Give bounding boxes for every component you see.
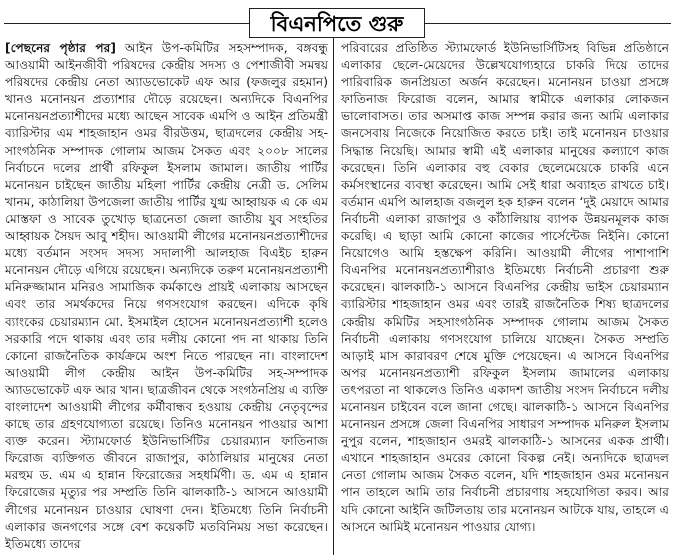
column-divider [333,9,334,555]
right-column-text: পরিবারের প্রতিষ্ঠিত স্ট্যামফোর্ড ইউনিভার্সিটিসহ বিভিন্ন প্রতিষ্ঠানে এলাকার ছেলে-মেয়েদের উল্লেখযোগ্যহারে চাকরি দিয়ে তাদের পারিবারিক জনপ্রিয়তা অর্জন করেছেন। মনোনয়ন চাওয়া প্রসঙ্গে ফাতিনাজ ফিরোজ বলেন, আমার স্বামীকে এলাকার লোকজন ভালোবাসত। তার অসমাপ্ত কাজ সম্পন্ন করার জন্য আমি এলাকার জনসেবায় নিজেকে নিয়োজিত করতে চাই। তাই মনোনয়ন চাওয়ার সিদ্ধান্ত নিয়েছি। আমার স্বামী এই এলাকার মানুষের কল্যাণে কাজ করেছেন। তিনি এলাকার বহু বেকার ছেলেমেয়েকে চাকরি এনে কর্মসংস্থানের ব্যবস্থা করেছেন। আমি সেই ধারা অব্যাহত রাখতে চাই। বর্তমান এমপি আলহাজ বজলুল হক হারুন বলেন ‘দুই মেয়াদে আমার নির্বাচনী এলাকা রাজাপুর ও কাঁঠালিয়ায় ব্যাপক উন্নয়নমূলক কাজ করেছি। এ ছাড়া আমি কোনো কাজের পার্সেন্টেজ নিইনি। কোনো নিয়োগেও আমি হস্তক্ষেপ করিনি। আওয়ামী লীগের পাশাপাশি বিএনপির মনোনয়নপ্রত্যাশীরাও ইতিমধ্যে নির্বাচনী প্রচারণা শুরু করেছেন। ঝালকাঠি-১ আসনে বিএনপির কেন্দ্রীয় ভাইস চেয়ারম্যান ব্যারিস্টার শাহজাহান ওমর এবং তারই রাজনৈতিক শিষ্য ছাত্রদলের কেন্দ্রীয় কমিটির সহসাংগঠনিক সম্পাদক গোলাম আজম সৈকত নির্বাচনী এলাকায় গণসংযোগ চালিয়ে যাচ্ছেন। সৈকত সম্প্রতি আড়াই মাস কারাবরণ শেষে মুক্তি পেয়েছেন। এ আসনে বিএনপির অপর মনোনয়নপ্রত্যাশী রফিকুল ইসলাম জামালের এলাকায় তৎপরতা না থাকলেও তিনিও একাদশ জাতীয় সংসদ নির্বাচনে দলীয় মনোনয়ন চাইবেন বলে জানা গেছে। ঝালকাঠি-১ আসনে বিএনপির মনোনয়ন প্রসঙ্গে জেলা বিএনপির সাধারণ সম্পাদক মনিরুল ইসলাম নুপুর বলেন, শাহজাহান ওমরই ঝালকাঠি-১ আসনের একক প্রার্থী। এখানে শাহজাহান ওমরের কোনো বিকল্প নেই। অন্যদিকে ছাত্রদল নেতা গোলাম আজম সৈকত বলেন, যদি শাহজাহান ওমর মনোনয়ন পান তাহলে আমি তার নির্বাচনী প্রচারণায় সহযোগিতা করব। আর যদি কোনো আইনি জটিলতায় তার মনোনয়ন আটকে যায়, তাহলে এ আসনে আমিই মনোনয়ন পাওয়ার যোগ্য। [341,41,669,534]
left-paragraph [5,40,328,553]
right-text-column [341,40,669,555]
headline-rule-left [4,23,249,24]
left-column-text: আইন উপ-কমিটির সহসম্পাদক, বঙ্গবন্ধু আওয়ামী আইনজীবী পরিষদের কেন্দ্রীয় সদস্য ও পেশাজীবী সমন্বয় পরিষদের কেন্দ্রীয় নেতা অ্যাডভোকেট এফ আর (ফজলুর রহমান) খানও মনোনয়ন প্রত্যাশার দৌড়ে রয়েছেন। অন্যদিকে বিএনপির মনোনয়নপ্রত্যাশীদের মধ্যে আছেন সাবেক এমপি ও আইন প্রতিমন্ত্রী ব্যারিস্টার এম শাহজাহান ওমর বীরউত্তম, ছাত্রদলের কেন্দ্রীয় সহ-সাংগঠনিক সম্পাদক গোলাম আজম সৈকত এবং ২০০৮ সালের নির্বাচনে দলের প্রার্থী রফিকুল ইসলাম জামাল। জাতীয় পার্টির মনোনয়ন চাইছেন জাতীয় মহিলা পার্টির কেন্দ্রীয় নেত্রী ড. সেলিম খানম, কাঠালিয়া উপজেলা জাতীয় পার্টির যুগ্ম আহ্বায়ক এ কে এম মোস্তফা ও সাবেক তুখোড় ছাত্রনেতা জেলা জাতীয় যুব সংহতির আহ্বায়ক সৈয়দ আবু শহীদ। আওয়ামী লীগের মনোনয়নপ্রত্যাশীদের মধ্যে বর্তমান সংসদ সদস্য সদালাপী আলহাজ বিএইচ হারুন মনোনয়ন দৌড়ে এগিয়ে রয়েছেন। অন্যদিকে তরুণ মনোনয়নপ্রত্যাশী মনিরুজ্জামান মনিরও সামাজিক কর্মকাণ্ডে প্রায়ই এলাকায় আসছেন এবং তার সমর্থকদের নিয়ে গণসংযোগ করছেন। এদিকে কৃষি ব্যাংকের চেয়ারম্যান মো. ইসমাইল হোসেন মনোনয়নপ্রত্যাশী হলেও সরকারি পদে থাকায় এবং তার দলীয় কোনো পদ না থাকায় তিনি কোনো রাজনৈতিক কার্যক্রমে অংশ নিতে পারছেন না। বাংলাদেশ আওয়ামী লীগ কেন্দ্রীয় আইন উপ-কমিটির সহ-সম্পাদক অ্যাডভোকেট এফ আর খান। ছাত্রজীবন থেকে সংগঠনপ্রিয় এ ব্যক্তি বাংলাদেশ আওয়ামী লীগের কর্মীবান্ধব হওয়ায় কেন্দ্রীয় নেতৃবৃন্দের কাছে তার গ্রহণযোগ্যতা রয়েছে। তিনিও মনোনয়ন পাওয়ার আশা ব্যক্ত করেন। স্ট্যামফোর্ড ইউনিভার্সিটির চেয়ারম্যান ফাতিনাজ ফিরোজ ব্যক্তিগত জীবনে রাজাপুর, কাঠালিয়ার মানুষের নেতা মরহুম ড. এম এ হান্নান ফিরোজের সহধর্মিণী। ড. এম এ হান্নান ফিরোজের মৃত্যুর পর সম্প্রতি তিনি ঝালকাঠি-১ আসনে আওয়ামী লীগের মনোনয়ন চাওয়ার ঘোষণা দেন। ইতিমধ্যে তিনি নির্বাচনী এলাকার জনগণের সঙ্গে বেশ কয়েকটি মতবিনিময় সভা করেছেন। ইতিমধ্যে তাদের [5,41,328,551]
headline-rule-right [425,23,671,24]
previous-article-fragment [0,0,675,5]
article-headline: বিএনপিতে গুরু [249,8,425,38]
continuation-marker: [পেছনের পৃষ্ঠার পর] [5,41,116,55]
left-text-column [5,40,328,555]
